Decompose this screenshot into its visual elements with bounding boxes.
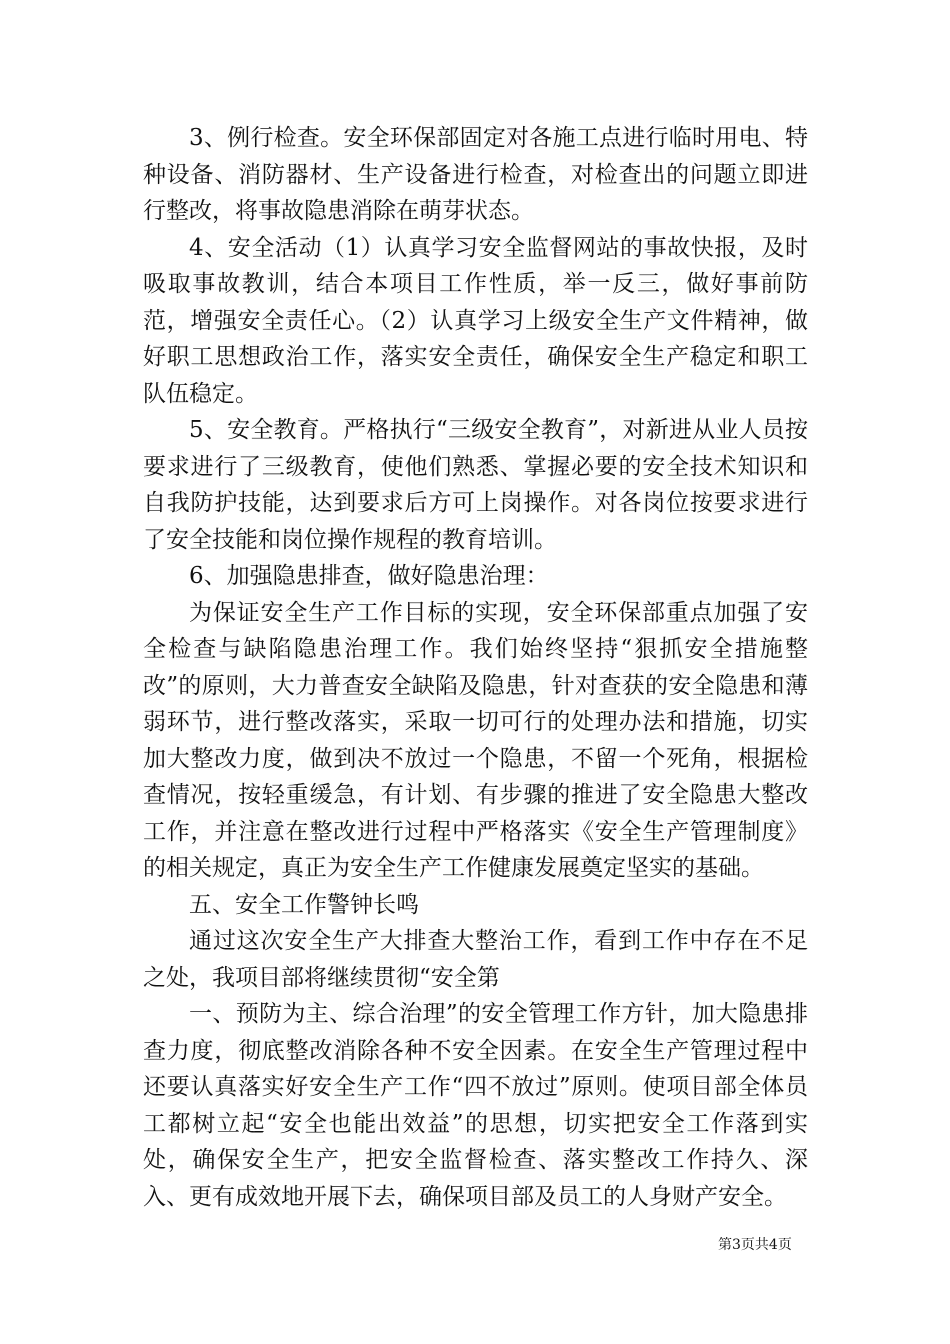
section-heading-alarm: 五、安全工作警钟长鸣 [189,891,419,918]
paragraph-prevention-policy: 一、预防为主、综合治理”的安全管理工作方针，加大隐患排查力度，彻底整改消除各种不安全因素。在安全生产管理过程中还要认真落实好安全生产工作“四不放过”原则。使项目部全体员工都树立起“安全也能出效益”的思想，切实把安全工作落到实处，确保安全生产，把安全监督检查、落实整改工作持久、深入、更有成效地开展下去，确保项目部及员工的人身财产安全。 [143,1001,808,1210]
paragraph-routine-inspection: 3、例行检查。安全环保部固定对各施工点进行临时用电、特种设备、消防器材、生产设备进行检查，对检查出的问题立即进行整改，将事故隐患消除在萌芽状态。 [143,125,808,224]
paragraph-hazard-governance: 为保证安全生产工作目标的实现，安全环保部重点加强了安全检查与缺陷隐患治理工作。我们始终坚持“狠抓安全措施整改”的原则，大力普查安全缺陷及隐患，针对查获的安全隐患和薄弱环节，进行整改落实，采取一切可行的处理办法和措施，切实加大整改力度，做到决不放过一个隐患，不留一个死角，根据检查情况，按轻重缓急，有计划、有步骤的推进了安全隐患大整改工作，并注意在整改进行过程中严格落实《安全生产管理制度》的相关规定，真正为安全生产工作健康发展奠定坚实的基础。 [143,599,808,881]
paragraph-hazard-heading: 6、加强隐患排查，做好隐患治理： [189,563,549,589]
document-body [143,120,808,1215]
paragraph-continue-policy: 通过这次安全生产大排查大整治工作，看到工作中存在不足之处，我项目部将继续贯彻“安全第 [143,928,808,991]
page-number: 第3页共4页 [718,1237,792,1253]
paragraph-safety-activities: 4、安全活动（1）认真学习安全监督网站的事故快报，及时吸取事故教训，结合本项目工作性质，举一反三，做好事前防范，增强安全责任心。（2）认真学习上级安全生产文件精神，做好职工思想政治工作，落实安全责任，确保安全生产稳定和职工队伍稳定。 [143,234,808,407]
paragraph-safety-education: 5、安全教育。严格执行“三级安全教育”，对新进从业人员按要求进行了三级教育，使他们熟悉、掌握必要的安全技术知识和自我防护技能，达到要求后方可上岗操作。对各岗位按要求进行了安全技能和岗位操作规程的教育培训。 [143,417,808,553]
